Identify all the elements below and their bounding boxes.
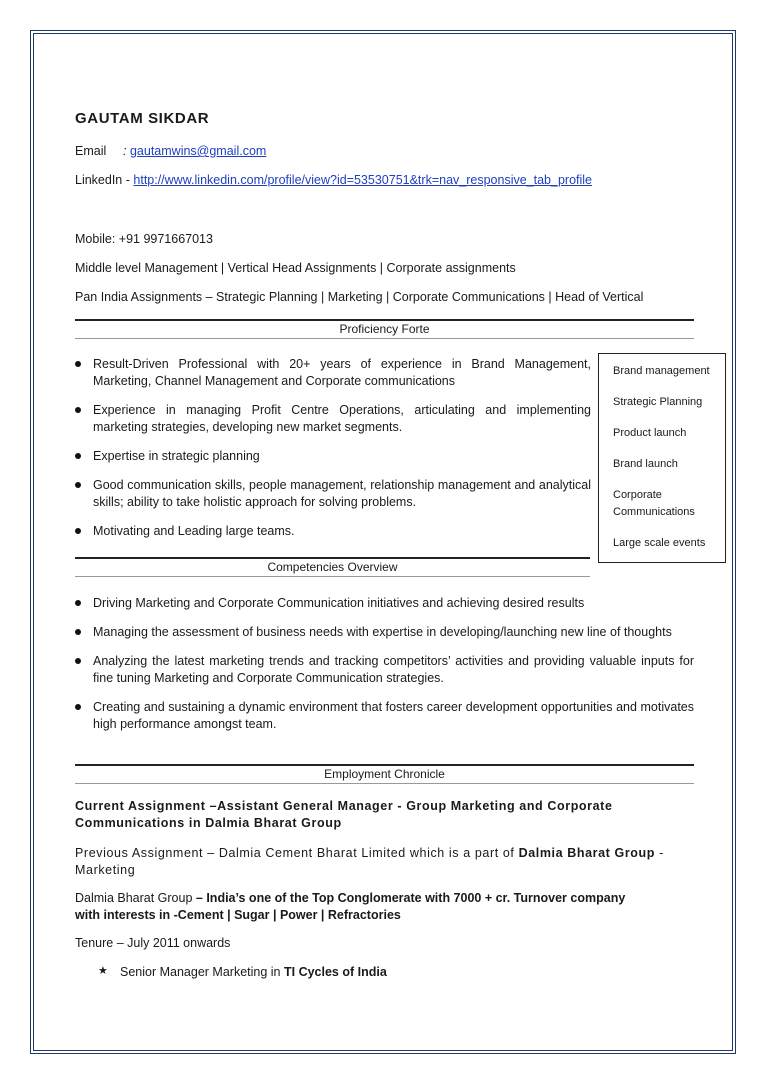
skill-item: Corporate (613, 489, 662, 501)
bullet-icon (75, 704, 81, 710)
list-item-text: Good communication skills, people management, relationship management and analytical skills; ability to take holistic approach for solving problems. (93, 478, 591, 509)
skill-item: Communications (613, 506, 695, 518)
role-company: TI Cycles of India (283, 965, 387, 979)
star-bullet-icon: ★ (98, 965, 108, 977)
list-item (75, 624, 694, 641)
skill-item: Strategic Planning (613, 396, 703, 408)
summary-line-2: Pan India Assignments – Strategic Planning | Marketing | Corporate Communications | Head of Vertical (75, 290, 644, 304)
list-item-text: Experience in managing Profit Centre Operations, articulating and implementing marketing strategies, developing new market segments. (93, 403, 591, 434)
email-label: Email (75, 144, 107, 158)
bullet-icon (75, 482, 81, 488)
skill-item: Large scale events (613, 537, 706, 549)
list-item-text: Creating and sustaining a dynamic environment that fosters career development opportunities and motivates high performance amongst team. (93, 700, 694, 731)
group-line-1 (75, 891, 625, 905)
list-item-text: Driving Marketing and Corporate Communication initiatives and achieving desired results (93, 596, 585, 610)
bullet-icon (75, 453, 81, 459)
list-item-text: Expertise in strategic planning (93, 449, 260, 463)
list-item (75, 699, 694, 733)
list-item (75, 448, 591, 465)
list-item (75, 402, 591, 436)
skill-item: Brand management (613, 365, 710, 377)
candidate-name: GAUTAM SIKDAR (75, 110, 210, 127)
email-separator: : (123, 144, 127, 158)
linkedin-line (75, 173, 592, 187)
proficiency-heading: Proficiency Forte (75, 319, 694, 339)
tenure: Tenure – July 2011 onwards (75, 936, 231, 950)
employment-heading: Employment Chronicle (75, 764, 694, 784)
list-item (75, 477, 591, 511)
mobile-line: Mobile: +91 9971667013 (75, 232, 213, 246)
bullet-icon (75, 361, 81, 367)
bullet-icon (75, 407, 81, 413)
list-item-text: Analyzing the latest marketing trends and tracking competitors’ activities and providing valuable inputs for fine tuning Marketing and Corporate Communication strategies. (93, 654, 694, 685)
linkedin-link[interactable]: http://www.linkedin.com/profile/view?id=53530751&trk=nav_responsive_tab_profile (133, 173, 592, 187)
proficiency-list (75, 356, 591, 540)
bullet-icon (75, 658, 81, 664)
skills-box (598, 353, 726, 563)
summary-line-1: Middle level Management | Vertical Head Assignments | Corporate assignments (75, 261, 516, 275)
list-item (75, 523, 591, 540)
bullet-icon (75, 629, 81, 635)
list-item-text: Result-Driven Professional with 20+ years of experience in Brand Management, Marketing, Channel Management and Corporate communications (93, 357, 591, 388)
bullet-icon (75, 600, 81, 606)
list-item-text: Motivating and Leading large teams. (93, 524, 295, 538)
skill-item: Brand launch (613, 458, 678, 470)
previous-assignment (75, 845, 697, 879)
list-item (75, 595, 694, 612)
group-name: Dalmia Bharat Group (75, 891, 193, 905)
list-item (75, 356, 591, 390)
group-line-2: with interests in -Cement | Sugar | Power | Refractories (75, 908, 401, 922)
email-link[interactable]: gautamwins@gmail.com (129, 144, 267, 158)
role-line (120, 965, 387, 979)
previous-assignment-company: Dalmia Bharat Group (518, 846, 656, 860)
current-assignment-line-1: Current Assignment –Assistant General Manager - Group Marketing and Corporate (75, 799, 613, 813)
linkedin-label: LinkedIn - (75, 173, 130, 187)
role-text: Senior Manager Marketing in (120, 965, 281, 979)
skill-item: Product launch (613, 427, 687, 439)
group-description: – India’s one of the Top Conglomerate with 7000 + cr. Turnover company (195, 891, 626, 905)
bullet-icon (75, 528, 81, 534)
current-assignment-line-2: Communications in Dalmia Bharat Group (75, 816, 342, 830)
previous-assignment-suffix: - Marketing (75, 846, 664, 877)
list-item-text: Managing the assessment of business needs with expertise in developing/launching new line of thoughts (93, 625, 672, 639)
competencies-heading: Competencies Overview (75, 557, 590, 577)
list-item (75, 653, 694, 687)
previous-assignment-text: Previous Assignment – Dalmia Cement Bharat Limited which is a part of (75, 846, 515, 860)
competencies-list (75, 595, 694, 733)
email-line (75, 144, 266, 158)
